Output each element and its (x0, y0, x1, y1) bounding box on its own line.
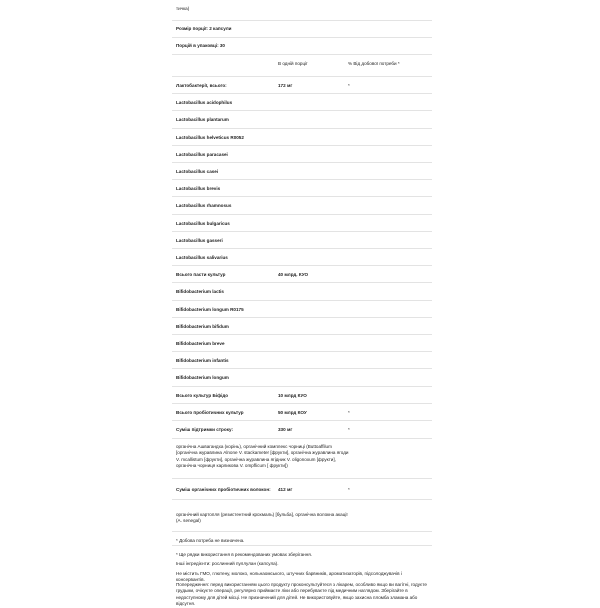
table-row (172, 93, 432, 110)
fiber-blend-row (172, 478, 432, 499)
blend-description-row (172, 438, 432, 478)
table-row (172, 351, 432, 368)
ingredient-daily-value: * (348, 409, 350, 415)
warning-text: Попередження: перед використанням цього продукту проконсультуйтеся з лікарем, особливо якщо ви вагітні, годуєте грудьми, очікуєте операції, регулярно приймаєте ліки або перебуваєте під медичним наглядом. Зберігайте в недоступному для дітей місці. Не призначений для дітей. Не використовуйте, якщо захисна пломба зламана або відсутня. (176, 582, 427, 607)
header-top-text: тичка) (176, 6, 190, 11)
table-row (172, 386, 432, 403)
ingredient-name: Lactobacillus gasseri (176, 237, 223, 243)
table-row (172, 334, 432, 351)
column-header-row (172, 54, 432, 76)
serving-size-text: Розмір порції: 2 капсули (176, 26, 232, 31)
ingredient-daily-value: * (348, 83, 350, 88)
ingredient-name: Lactobacillus bulgaricus (176, 220, 230, 226)
free-from-text: Не містить ГМО, глютену, молоко, нольнаомського, штучних барвників, ароматизаторів, підсолоджувачів і консервантів. (176, 571, 402, 583)
table-row (172, 317, 432, 334)
table-row (172, 265, 432, 282)
table-row (172, 300, 432, 317)
ingredient-name: Bifidobacterium lactis (176, 289, 224, 295)
ingredient-name: Lactobacillus plantarum (176, 117, 229, 123)
fiber-description-text: органічний картопля (резистентний крохмаль) [бульба], органічна волокна акації (A. senegal) (176, 512, 348, 524)
ingredient-amount: 172 мг (278, 83, 293, 88)
footnote-storage: * Ще рядки використання в рекомендованих умовах зберігання. (176, 552, 312, 557)
supplement-facts-document (172, 0, 432, 607)
ingredient-name: Lactobacillus salivarius (176, 255, 228, 260)
fiber-blend-dv: * (348, 487, 350, 492)
table-row (172, 248, 432, 265)
ingredient-amount: 10 млрд КУО (278, 392, 307, 398)
ingredient-name: Lactobacillus paracasei (176, 151, 228, 157)
ingredient-name: Lactobacillus rhamnosus (176, 203, 232, 209)
ingredient-daily-value: * (348, 427, 350, 432)
servings-per-container-text: Порцій в упаковці: 30 (176, 43, 225, 48)
blend-description-text: органічна Ашвагандха (корінь), органічний комплекс чорниці (Buttoaffilum [органічна журавлина Alnone V. stackameter [фрукти], органічна журавлина ягоди V. mcallistum [фрукти], органічна журавлина ягідник V. oligonoxum [фрукти], органічна чорниця карликова V. ompflicum [ фрукти]) (176, 444, 349, 469)
table-row (172, 214, 432, 231)
ingredient-name: Lactobacillus acidophilus (176, 100, 233, 106)
ingredient-name: Bifidobacterium longum R0175 (176, 306, 244, 312)
header-top-row (172, 4, 432, 14)
table-row (172, 145, 432, 162)
per-serving-header: В одній порції (278, 61, 308, 66)
ingredient-amount: 330 мг (278, 427, 293, 432)
footnote-row-1 (172, 531, 432, 545)
ingredient-name: Lactobacillus casei (176, 169, 219, 174)
ingredient-name: Bifidobacterium infantis (176, 358, 229, 364)
fiber-blend-name: Суміш органічних пробіотичних волокон: (176, 487, 271, 492)
table-row (172, 231, 432, 248)
ingredient-name: Bifidobacterium longum (176, 375, 229, 381)
table-row (172, 179, 432, 196)
footnote-row-2 (172, 545, 432, 559)
table-row (172, 282, 432, 299)
ingredient-name: Суміш підтримки строку: (176, 427, 233, 432)
serving-size-row (172, 20, 432, 37)
ingredients-block (172, 559, 432, 607)
fiber-blend-amount: 412 мг (278, 487, 293, 492)
table-row (172, 128, 432, 145)
ingredient-name: Lactobacillus helveticus R0052 (176, 134, 244, 140)
servings-per-container-row (172, 37, 432, 54)
ingredient-name: Lactobacillus brevis (176, 186, 221, 192)
table-row (172, 368, 432, 385)
ingredient-amount: 50 млрд КОУ (278, 409, 307, 415)
ingredient-name: Всього пасти культур (176, 272, 226, 278)
table-row (172, 110, 432, 127)
ingredient-name: Bifidobacterium breve (176, 341, 225, 346)
table-row (172, 162, 432, 179)
table-row (172, 420, 432, 437)
ingredient-name: Всього пробіотичних культур (176, 409, 244, 415)
other-ingredients-text: Інші інгредієнти: рослинний пуллулан (капсула). (176, 561, 279, 566)
fiber-description-row (172, 499, 432, 531)
ingredient-name: Всього культур Біфідо (176, 392, 229, 398)
table-row (172, 403, 432, 420)
ingredient-name: Лактобактерії, всього: (176, 83, 227, 88)
table-row (172, 76, 432, 93)
daily-value-header: % Від добової потреби * (348, 61, 400, 66)
table-row (172, 196, 432, 213)
ingredient-amount: 40 млрд. КУО (278, 272, 309, 278)
footnote-daily-value: * Добова потреба не визначена. (176, 538, 245, 543)
ingredient-name: Bifidobacterium bifidum (176, 323, 229, 329)
